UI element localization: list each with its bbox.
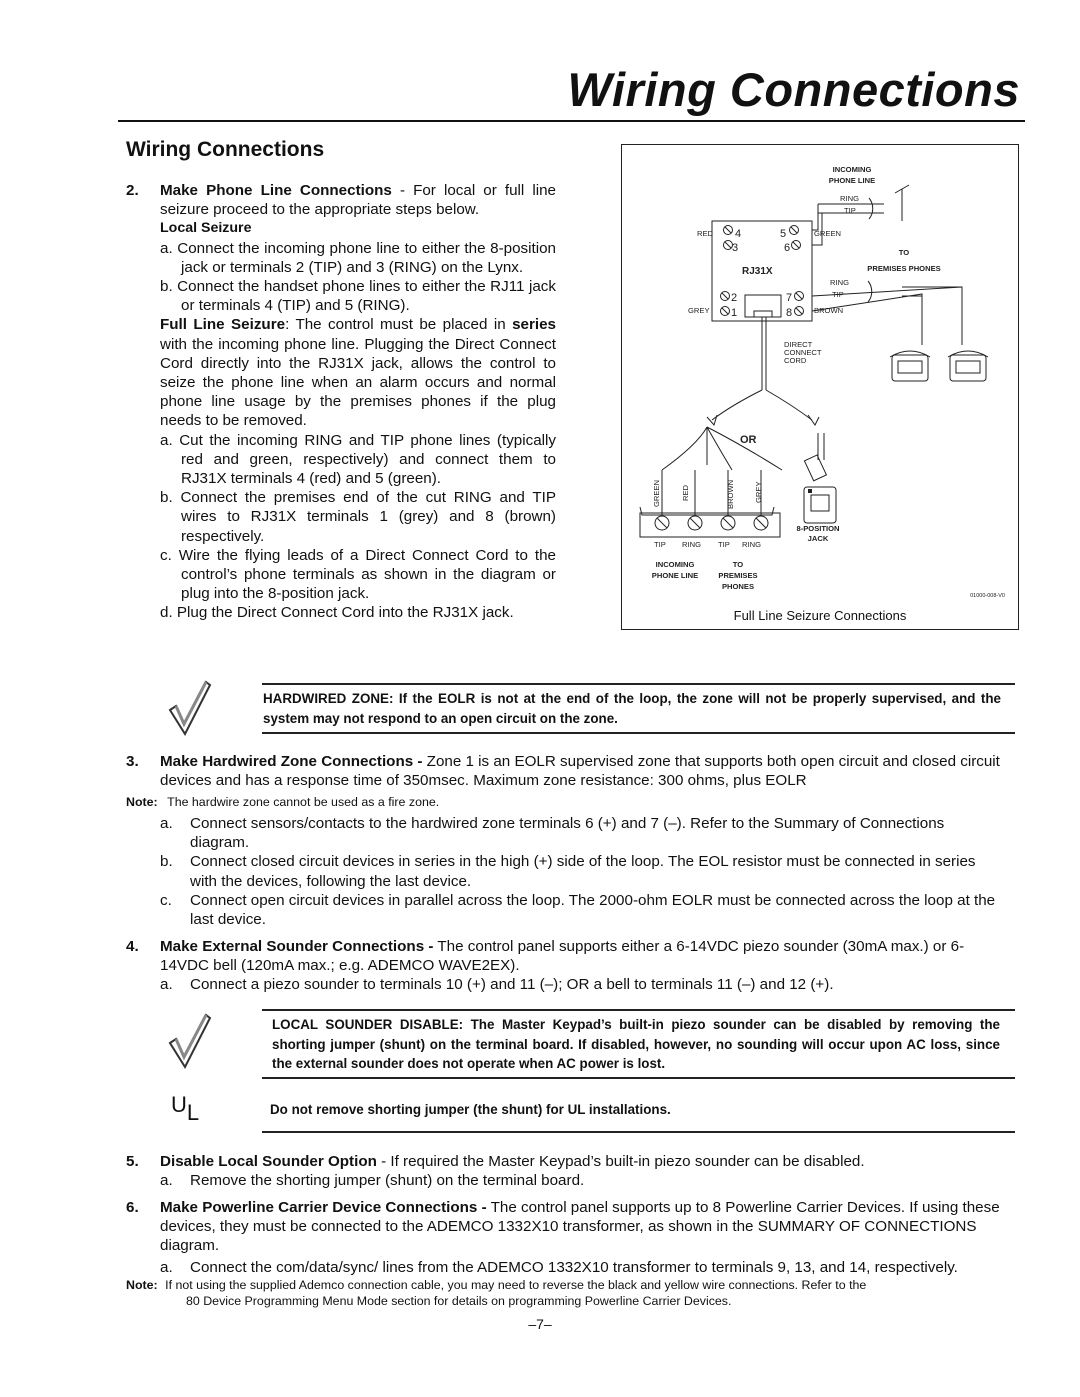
wire-label-grey: GREY [754,481,763,503]
terminal-number-3: 3 [732,242,739,254]
step2-block [126,181,556,623]
8-position-label: 8-POSITION [796,524,840,533]
full-line-seizure-lead: Full Line Seizure [160,316,286,334]
step3-number: 3. [126,753,139,770]
full-line-seizure-text1: : The control must be placed in [285,316,513,334]
step2-intro [160,181,556,219]
step6-block [126,1198,1006,1277]
phone-icon-1 [890,351,930,381]
local-sounder-note: LOCAL SOUNDER DISABLE: The Master Keypad’s built-in piezo sounder can be disabled by removing the shorting jumper (shunt) on the terminal board. If disabled, however, no sounding will occur upon AC loss, since the external sounder does not operate when AC power is lost. [272,1017,1000,1071]
terminal-number-7: 7 [786,292,793,304]
step4-a-label: a. [160,976,173,994]
wire-label-red: RED [681,484,690,501]
step3-note-text: The hardwire zone cannot be used as a fire zone. [167,795,440,809]
ring-label-top: RING [840,194,859,203]
step3-lead: Make Hardwired Zone Connections - [160,753,423,770]
green-label: GREEN [814,229,842,238]
step3-a: Connect sensors/contacts to the hardwired zone terminals 6 (+) and 7 (–). Refer to the Summary of Connections diagram. [190,815,945,852]
red-label: RED [697,229,714,238]
phone-line-bottom-label: PHONE LINE [651,571,699,580]
full-seizure-d: d. Plug the Direct Connect Cord into the RJ31X jack. [160,604,514,622]
incoming-phone-line-label-2: PHONE LINE [828,176,876,185]
incoming-bottom-label: INCOMING [655,560,695,569]
step5-text: - If required the Master Keypad’s built-in piezo sounder can be disabled. [376,1153,865,1170]
rj31x-label: RJ31X [742,266,773,277]
full-line-seizure-series: series [512,316,556,334]
step3-c: Connect open circuit devices in parallel across the loop. The 2000-ohm EOLR must be connected across the loop at the last device. [190,891,996,929]
grey-label: GREY [688,306,710,315]
step3-b-label: b. [160,853,173,871]
checkmark-icon [166,680,214,741]
ul-logo-u: U [171,1092,187,1117]
terminal-number-6: 6 [784,242,791,254]
terminal-number-1: 1 [731,307,738,319]
to-bottom-label: TO [732,560,744,569]
step6-a-label: a. [160,1258,173,1276]
direct-label: DIRECT [784,340,813,349]
connect-label: CONNECT [784,348,822,357]
full-seizure-a: a. Cut the incoming RING and TIP phone lines (typically red and green, respectively) and connect them to RJ31X terminals 4 (red) and 5 (green). [160,431,556,488]
wiring-diagram-svg [622,145,1018,629]
terminal-label-tip-1: TIP [654,540,666,549]
or-label: OR [740,434,757,446]
terminal-number-2: 2 [731,292,738,304]
phone-icon-2 [948,351,988,381]
step6-note-line2: 80 Device Programming Menu Mode section for details on programming Powerline Carrier Devices. [186,1294,732,1308]
step3-intro [160,752,1006,790]
premises-bottom-label: PREMISES [718,571,758,580]
step6-note-label: Note: [126,1278,158,1292]
step6-lead: Make Powerline Carrier Device Connections - [160,1199,487,1216]
step5-a-label: a. [160,1172,173,1190]
step4-block [126,937,1006,995]
to-premises-label: TO [898,248,910,257]
step6-number: 6. [126,1199,139,1216]
ul-note: Do not remove shorting jumper (the shunt) for UL installations. [270,1102,671,1117]
terminal-label-ring-2: RING [742,540,761,549]
header-rule [118,120,1025,122]
full-line-seizure-paragraph [160,315,556,430]
incoming-phone-line-label: INCOMING [832,165,872,174]
wire-label-brown: BROWN [726,479,735,509]
full-line-seizure-diagram [621,144,1019,630]
full-seizure-c: c. Wire the flying leads of a Direct Connect Cord to the control’s phone terminals as shown in the diagram or plug into the 8-position jack. [160,546,556,603]
step5-block [126,1152,1006,1190]
page-number: –7– [528,1316,552,1332]
step4-text: The control panel supports either a 6-14VDC piezo sounder (30mA max.) or 6-14VDC bell (120mA max.; e.g. ADEMCO WAVE2EX). [160,938,965,975]
ul-logo-l: L [186,1100,200,1125]
step3-c-label: c. [160,891,172,909]
phones-bottom-label: PHONES [721,582,755,591]
page-header-title: Wiring Connections [567,63,1020,116]
step3-text: Zone 1 is an EOLR supervised zone that supports both open circuit and closed circuit devices and has a response time of 350msec. Maximum zone resistance: 300 ohms, plus EOLR [160,753,1000,790]
note-rule-bottom-hardwired [262,732,1015,734]
terminal-number-5: 5 [780,228,787,240]
hardwired-zone-note: HARDWIRED ZONE: If the EOLR is not at the end of the loop, the zone will not be properly supervised, and the system may not respond to an open circuit on the zone. [263,691,1001,726]
note-rule-bottom-ul [262,1131,1015,1133]
note-rule-top-sounder [262,1009,1015,1011]
step6-note [126,1277,1006,1309]
premises-phones-label: PREMISES PHONES [867,264,941,273]
full-seizure-b: b. Connect the premises end of the cut RING and TIP wires to RJ31X terminals 1 (grey) and 8 (brown) respectively. [160,489,556,545]
step3-block [126,752,1006,790]
step4-lead: Make External Sounder Connections - [160,938,434,955]
full-line-seizure-text2: with the incoming phone line. Plugging the Direct Connect Cord directly into the RJ31X jack, allows the control to seize the phone line when an alarm occurs and normal phone line usage by the premises phones if the plug needs to be removed. [160,335,556,430]
tip-label-top: TIP [844,206,856,215]
note-rule-top-hardwired [262,683,1015,685]
ring-label-premises: RING [830,278,849,287]
step3-substeps [160,814,1006,929]
step4-a: Connect a piezo sounder to terminals 10 (+) and 11 (–); OR a bell to terminals 11 (–) and 12 (+). [190,976,834,994]
local-seizure-b: b. Connect the handset phone lines to either the RJ11 jack or terminals 4 (TIP) and 5 (RING). [160,278,556,315]
step2-text: - For local or full line seizure proceed to the appropriate steps below. [160,182,557,219]
section-title: Wiring Connections [126,138,325,161]
part-number: 01000-008-V0 [970,593,1005,599]
note-rule-mid-sounder [262,1077,1015,1079]
step3-a-label: a. [160,815,173,832]
terminal-label-ring-1: RING [682,540,701,549]
step5-a: Remove the shorting jumper (shunt) on the terminal board. [190,1172,585,1190]
step6-text: The control panel supports up to 8 Powerline Carrier Devices. If using these devices, they must be connected to the ADEMCO 1332X10 transformer, as shown in the SUMMARY OF CONNECTIONS diagram. [160,1199,1000,1255]
step2-number: 2. [126,182,139,199]
step5-lead: Disable Local Sounder Option [160,1153,377,1170]
cord-label: CORD [784,356,807,365]
step6-intro [160,1198,1006,1256]
brown-label: BROWN [814,306,844,315]
step3-note-label: Note: [126,795,158,809]
terminal-label-tip-2: TIP [718,540,730,549]
jack-label: JACK [807,534,829,543]
tip-label-premises: TIP [832,290,844,299]
step4-intro [160,937,1006,975]
step5-intro [160,1152,1006,1171]
local-seizure-a: a. Connect the incoming phone line to either the 8-position jack or terminals 2 (TIP) and 3 (RING) on the Lynx. [160,239,556,276]
step6-a: Connect the com/data/sync/ lines from the ADEMCO 1332X10 transformer to terminals 9, 13, and 14, respectively. [190,1258,958,1276]
ul-logo-icon [171,1092,200,1125]
local-seizure-heading: Local Seizure [160,220,252,237]
step3-b: Connect closed circuit devices in series in the high (+) side of the loop. The EOL resistor must be connected in series with the devices, following the last device. [190,853,976,890]
step3-note [126,794,439,810]
terminal-number-8: 8 [786,307,793,319]
step2-lead: Make Phone Line Connections [160,182,392,199]
terminal-number-4: 4 [735,228,742,240]
step5-number: 5. [126,1153,139,1170]
step4-number: 4. [126,938,139,955]
checkmark-icon [166,1013,214,1074]
step6-note-line1: If not using the supplied Ademco connection cable, you may need to reverse the black and yellow wire connections. Refer to the [165,1278,867,1292]
wire-label-green: GREEN [652,479,661,507]
diagram-caption: Full Line Seizure Connections [733,608,907,623]
